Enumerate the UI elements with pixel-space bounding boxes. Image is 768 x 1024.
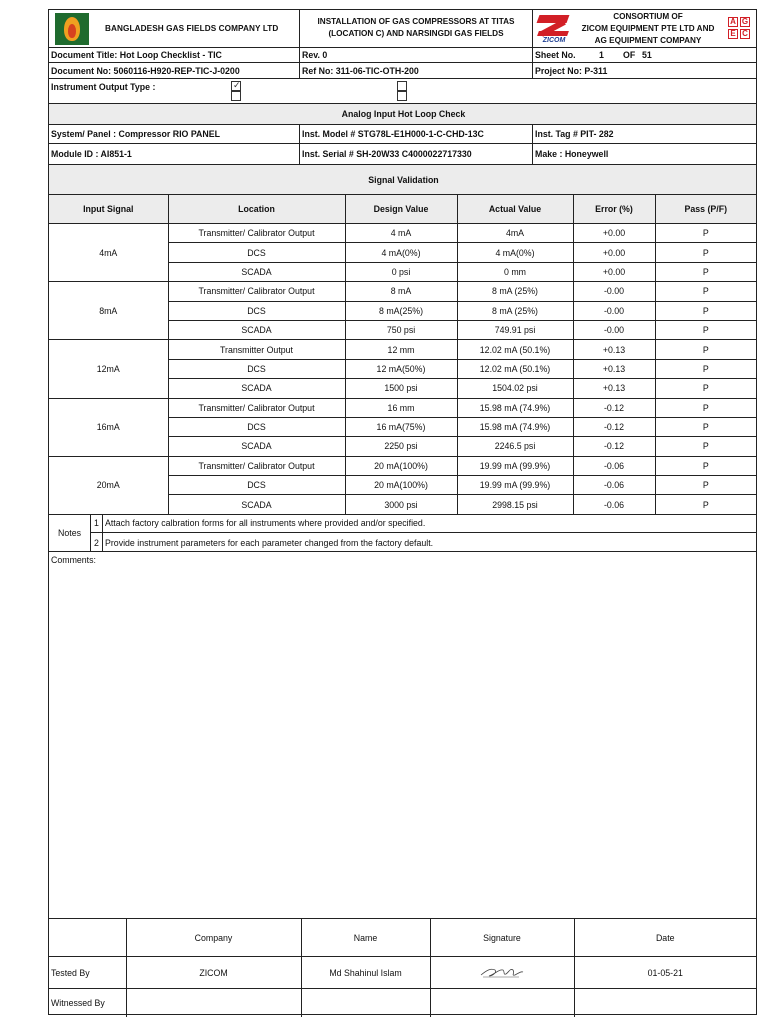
pass-cell: P (655, 320, 756, 339)
actual-value-cell: 749.91 psi (457, 320, 573, 339)
input-signal-cell: 4mA (49, 224, 168, 282)
location-cell: Transmitter/ Calibrator Output (168, 282, 345, 301)
notes-section (49, 514, 756, 552)
signal-validation-table (49, 194, 756, 515)
actual-value-cell: 2998.15 psi (457, 495, 573, 514)
signoff-header-date: Date (574, 919, 756, 957)
document-title: Document Title: Hot Loop Checklist - TIC (49, 48, 300, 62)
actual-value-cell: 8 mA (25%) (457, 301, 573, 320)
pass-cell: P (655, 495, 756, 514)
witnessed-date[interactable] (574, 989, 756, 1017)
location-cell: SCADA (168, 262, 345, 281)
project-title-line2: (LOCATION C) AND NARSINGDI GAS FIELDS (328, 29, 504, 38)
section-title: Analog Input Hot Loop Check (341, 109, 466, 119)
location-cell: DCS (168, 417, 345, 436)
design-value-cell: 1500 psi (345, 379, 457, 398)
notes-label: Notes (49, 514, 91, 552)
consortium-block (533, 10, 756, 48)
pass-cell: P (655, 340, 756, 359)
document-header (49, 10, 756, 48)
witnessed-signature[interactable] (430, 989, 574, 1017)
bgfcl-logo (55, 13, 89, 45)
error-cell: -0.12 (573, 417, 655, 436)
witnessed-name[interactable] (301, 989, 430, 1017)
table-row (49, 456, 756, 475)
col-header-location: Location (168, 195, 345, 224)
actual-value-cell: 8 mA (25%) (457, 282, 573, 301)
ref-number: Ref No: 311-06-TIC-OTH-200 (300, 63, 533, 78)
col-header-pass: Pass (P/F) (655, 195, 756, 224)
tested-signature (430, 957, 574, 989)
error-cell: +0.13 (573, 359, 655, 378)
input-signal-cell: 16mA (49, 398, 168, 456)
input-signal-cell: 20mA (49, 456, 168, 514)
company-name: BANGLADESH GAS FIELDS COMPANY LTD (105, 24, 279, 33)
bgfcl-block (49, 10, 300, 48)
actual-value-cell: 19.99 mA (99.9%) (457, 476, 573, 495)
input-signal-cell: 8mA (49, 282, 168, 340)
signal-validation-title-row (49, 165, 756, 194)
tested-by-label: Tested By (49, 957, 126, 989)
table-header-row (49, 195, 756, 224)
location-cell: SCADA (168, 437, 345, 456)
actual-value-cell: 12.02 mA (50.1%) (457, 340, 573, 359)
witnessed-by-label: Witnessed By (49, 989, 126, 1017)
error-cell: -0.06 (573, 495, 655, 514)
col-header-error: Error (%) (573, 195, 655, 224)
note-item (91, 533, 756, 552)
design-value-cell: 12 mA(50%) (345, 359, 457, 378)
design-value-cell: 0 psi (345, 262, 457, 281)
actual-value-cell: 4mA (457, 224, 573, 243)
table-row (49, 282, 756, 301)
note-number: 1 (91, 514, 103, 533)
actual-value-cell: 19.99 mA (99.9%) (457, 456, 573, 475)
design-value-cell: 16 mm (345, 398, 457, 417)
doc-number-row (49, 63, 756, 79)
pass-cell: P (655, 476, 756, 495)
design-value-cell: 12 mm (345, 340, 457, 359)
pass-cell: P (655, 282, 756, 301)
actual-value-cell: 4 mA(0%) (457, 243, 573, 262)
error-cell: +0.13 (573, 340, 655, 359)
pass-cell: P (655, 398, 756, 417)
witnessed-by-row (49, 989, 756, 1017)
witnessed-company[interactable] (126, 989, 301, 1017)
design-value-cell: 3000 psi (345, 495, 457, 514)
signoff-header-row (49, 919, 756, 957)
error-cell: -0.00 (573, 320, 655, 339)
table-row (49, 398, 756, 417)
error-cell: -0.00 (573, 282, 655, 301)
actual-value-cell: 12.02 mA (50.1%) (457, 359, 573, 378)
error-cell: -0.00 (573, 301, 655, 320)
error-cell: -0.12 (573, 437, 655, 456)
actual-value-cell: 15.98 mA (74.9%) (457, 417, 573, 436)
location-cell: Transmitter/ Calibrator Output (168, 398, 345, 417)
instrument-output-type-label: Instrument Output Type : (51, 82, 156, 92)
output-type-checkbox-3[interactable] (397, 81, 407, 91)
project-title-line1: INSTALLATION OF GAS COMPRESSORS AT TITAS (317, 17, 515, 26)
design-value-cell: 20 mA(100%) (345, 476, 457, 495)
note-item (91, 514, 756, 533)
location-cell: DCS (168, 301, 345, 320)
location-cell: DCS (168, 243, 345, 262)
doc-title-row (49, 48, 756, 63)
consortium-text: CONSORTIUM OF ZICOM EQUIPMENT PTE LTD AND AG EQUIPMENT COMPANY (581, 12, 715, 45)
instrument-row-1 (49, 125, 756, 144)
location-cell: Transmitter Output (168, 340, 345, 359)
design-value-cell: 20 mA(100%) (345, 456, 457, 475)
tested-company: ZICOM (126, 957, 301, 989)
comments-label: Comments: (51, 555, 96, 565)
pass-cell: P (655, 456, 756, 475)
tested-by-row (49, 957, 756, 989)
actual-value-cell: 2246.5 psi (457, 437, 573, 456)
tested-date: 01-05-21 (574, 957, 756, 989)
table-row (49, 340, 756, 359)
handwritten-signature (479, 964, 525, 980)
design-value-cell: 8 mA (345, 282, 457, 301)
output-type-checkbox-1[interactable] (231, 81, 241, 91)
error-cell: -0.12 (573, 398, 655, 417)
pass-cell: P (655, 262, 756, 281)
error-cell: -0.06 (573, 456, 655, 475)
error-cell: +0.00 (573, 262, 655, 281)
ag-equipment-logo: A G E C (728, 17, 752, 41)
pass-cell: P (655, 301, 756, 320)
pass-cell: P (655, 437, 756, 456)
actual-value-cell: 0 mm (457, 262, 573, 281)
col-header-design-value: Design Value (345, 195, 457, 224)
hot-loop-checklist-sheet (48, 9, 757, 1015)
pass-cell: P (655, 243, 756, 262)
col-header-input-signal: Input Signal (49, 195, 168, 224)
instrument-output-type-row (49, 79, 756, 104)
location-cell: SCADA (168, 495, 345, 514)
output-type-checkbox-2[interactable] (231, 91, 241, 101)
location-cell: Transmitter/ Calibrator Output (168, 456, 345, 475)
make: Make : Honeywell (535, 149, 609, 159)
pass-cell: P (655, 224, 756, 243)
system-panel: System/ Panel : Compressor RIO PANEL (49, 125, 300, 143)
project-title (300, 16, 532, 40)
location-cell: SCADA (168, 379, 345, 398)
col-header-actual-value: Actual Value (457, 195, 573, 224)
error-cell: +0.00 (573, 243, 655, 262)
design-value-cell: 750 psi (345, 320, 457, 339)
module-id: Module ID : AI851-1 (49, 144, 300, 164)
design-value-cell: 16 mA(75%) (345, 417, 457, 436)
zicom-logo: ZICOM (536, 13, 572, 45)
design-value-cell: 8 mA(25%) (345, 301, 457, 320)
output-type-checkbox-4[interactable] (397, 91, 407, 101)
project-title-block (300, 10, 533, 48)
note-text: Provide instrument parameters for each parameter changed from the factory default. (105, 537, 434, 548)
actual-value-cell: 1504.02 psi (457, 379, 573, 398)
location-cell: DCS (168, 476, 345, 495)
document-number: Document No: 5060116-H920-REP-TIC-J-0200 (49, 63, 300, 78)
note-text: Attach factory calbration forms for all instruments where provided and/or specified. (105, 518, 426, 528)
section-title-row (49, 104, 756, 125)
inst-model: Inst. Model # STG78L-E1H000-1-C-CHD-13C (300, 125, 533, 143)
actual-value-cell: 15.98 mA (74.9%) (457, 398, 573, 417)
pass-cell: P (655, 379, 756, 398)
revision: Rev. 0 (300, 48, 533, 62)
error-cell: +0.00 (573, 224, 655, 243)
instrument-row-2 (49, 144, 756, 165)
input-signal-cell: 12mA (49, 340, 168, 398)
signoff-table (49, 918, 756, 1017)
location-cell: DCS (168, 359, 345, 378)
signoff-corner (49, 919, 126, 957)
design-value-cell: 2250 psi (345, 437, 457, 456)
design-value-cell: 4 mA (345, 224, 457, 243)
inst-tag: Inst. Tag # PIT- 282 (535, 129, 614, 139)
error-cell: -0.06 (573, 476, 655, 495)
location-cell: SCADA (168, 320, 345, 339)
inst-serial: Inst. Serial # SH-20W33 C4000022717330 (300, 144, 533, 164)
location-cell: Transmitter/ Calibrator Output (168, 224, 345, 243)
note-number: 2 (91, 533, 103, 552)
pass-cell: P (655, 417, 756, 436)
error-cell: +0.13 (573, 379, 655, 398)
signal-validation-title: Signal Validation (368, 174, 439, 185)
pass-cell: P (655, 359, 756, 378)
sheet-number: Sheet No. 1 OF 51 (535, 50, 652, 60)
table-row (49, 224, 756, 243)
tested-name: Md Shahinul Islam (301, 957, 430, 989)
design-value-cell: 4 mA(0%) (345, 243, 457, 262)
project-number: Project No: P-311 (535, 65, 608, 76)
signoff-header-name: Name (301, 919, 430, 957)
signoff-header-signature: Signature (430, 919, 574, 957)
signoff-header-company: Company (126, 919, 301, 957)
